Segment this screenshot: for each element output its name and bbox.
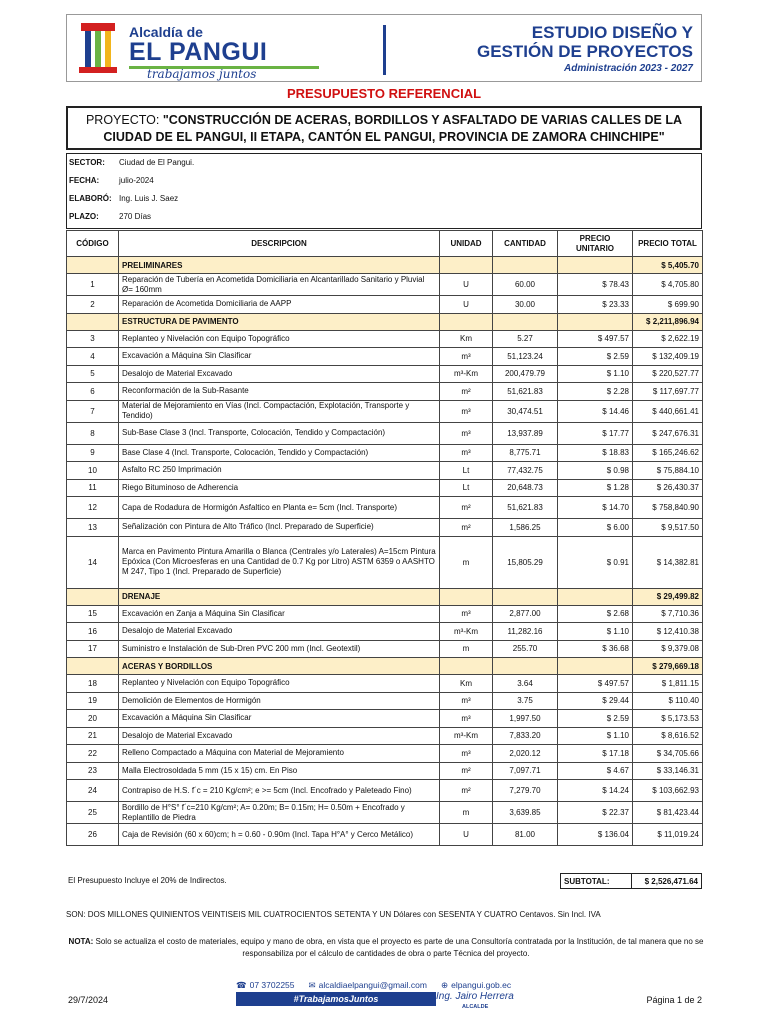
section-pu-cell [558,588,633,605]
info-value: julio-2024 [119,176,154,185]
table-row [67,745,703,763]
item-unit: m³ [440,348,493,366]
section-row [67,257,703,274]
item-unit: m² [440,497,493,519]
item-unit-price: $ 1.10 [558,623,633,641]
subtotal-label: SUBTOTAL: [560,873,632,889]
section-code-cell [67,257,119,274]
item-unit-price: $ 4.67 [558,762,633,780]
item-quantity: 3.64 [493,675,558,693]
item-unit: m³-Km [440,623,493,641]
section-qty-cell [493,658,558,675]
table-row [67,605,703,623]
item-total-price: $ 75,884.10 [633,462,703,480]
item-unit-price: $ 78.43 [558,274,633,296]
item-code: 13 [67,519,119,537]
section-code-cell [67,588,119,605]
item-description: Base Clase 4 (Incl. Transporte, Colocación, Tendido y Compactación) [119,444,440,462]
item-total-price: $ 110.40 [633,692,703,710]
item-quantity: 51,123.24 [493,348,558,366]
info-value: Ing. Luis J. Saez [119,194,179,203]
info-key: SECTOR: [69,158,105,167]
item-unit: m³ [440,710,493,728]
table-row [67,348,703,366]
info-key: PLAZO: [69,212,99,221]
department-title [477,23,693,61]
item-unit: U [440,296,493,314]
item-code: 1 [67,274,119,296]
item-unit-price: $ 17.18 [558,745,633,763]
item-code: 12 [67,497,119,519]
table-row [67,479,703,497]
item-total-price: $ 247,676.31 [633,422,703,444]
item-total-price: $ 11,019.24 [633,824,703,846]
item-code: 7 [67,400,119,422]
item-quantity: 81.00 [493,824,558,846]
item-quantity: 15,805.29 [493,536,558,588]
item-unit-price: $ 2.28 [558,383,633,401]
item-unit: m³ [440,745,493,763]
section-total: $ 2,211,896.94 [633,313,703,330]
item-description: Bordillo de H°S° f´c=210 Kg/cm²; A= 0.20m; B= 0.15m; H= 0.50m + Encofrado y Replantillo de Piedra [119,802,440,824]
item-quantity: 77,432.75 [493,462,558,480]
item-total-price: $ 2,622.19 [633,330,703,348]
item-total-price: $ 34,705.66 [633,745,703,763]
table-row [67,727,703,745]
item-total-price: $ 1,811.15 [633,675,703,693]
section-total: $ 29,499.82 [633,588,703,605]
item-code: 10 [67,462,119,480]
item-code: 24 [67,780,119,802]
item-total-price: $ 9,517.50 [633,519,703,537]
info-value: Ciudad de El Pangui. [119,158,195,167]
item-description: Reconformación de la Sub-Rasante [119,383,440,401]
phone-icon: ☎ [236,979,247,990]
item-unit-price: $ 2.59 [558,348,633,366]
item-total-price: $ 699.90 [633,296,703,314]
logo-top-text: Alcaldía de [129,24,203,40]
item-total-price: $ 33,146.31 [633,762,703,780]
item-total-price: $ 117,697.77 [633,383,703,401]
contact-web [441,980,511,991]
email-icon: ✉ [308,979,316,990]
item-unit: m² [440,383,493,401]
item-total-price: $ 132,409.19 [633,348,703,366]
item-unit-price: $ 14.70 [558,497,633,519]
item-quantity: 7,279.70 [493,780,558,802]
item-description: Suministro e Instalación de Sub-Dren PVC 200 mm (Incl. Geotextil) [119,640,440,658]
info-value: 270 Días [119,212,152,221]
section-pu-cell [558,658,633,675]
contact-email [309,980,427,991]
item-unit-price: $ 497.57 [558,675,633,693]
item-description: Caja de Revisión (60 x 60)cm; h = 0.60 - 0.90m (Incl. Tapa H°A° y Cerco Metálico) [119,824,440,846]
item-code: 19 [67,692,119,710]
section-pu-cell [558,257,633,274]
item-unit: U [440,274,493,296]
item-total-price: $ 220,527.77 [633,365,703,383]
item-quantity: 255.70 [493,640,558,658]
section-title: DRENAJE [119,588,440,605]
document-header [66,14,702,82]
table-row [67,519,703,537]
table-row [67,623,703,641]
item-code: 20 [67,710,119,728]
item-total-price: $ 81,423.44 [633,802,703,824]
item-description: Replanteo y Nivelación con Equipo Topográfico [119,675,440,693]
phone-text: 07 3702255 [249,979,295,990]
item-unit: m² [440,762,493,780]
header-unidad: UNIDAD [440,231,493,257]
section-unit-cell [440,257,493,274]
section-row [67,588,703,605]
item-unit: m [440,536,493,588]
item-unit: m³ [440,422,493,444]
header-divider [383,25,386,75]
item-total-price: $ 7,710.36 [633,605,703,623]
item-unit: m³ [440,400,493,422]
item-unit: Km [440,675,493,693]
item-unit: U [440,824,493,846]
table-row [67,365,703,383]
item-quantity: 60.00 [493,274,558,296]
table-row [67,296,703,314]
item-code: 23 [67,762,119,780]
table-row [67,802,703,824]
item-unit-price: $ 2.68 [558,605,633,623]
item-unit-price: $ 1.10 [558,365,633,383]
section-pu-cell [558,313,633,330]
item-description: Demolición de Elementos de Hormigón [119,692,440,710]
item-description: Reparación de Acometida Domiciliaria de AAPP [119,296,440,314]
note-text: Solo se actualiza el costo de materiales, equipo y mano de obra, en vista que el proyecto es parte de una Consultoría contratada por la Institución, de tal manera que no se responsabiliza por el cálculo de cantidades de obra o parte Técnica del proyecto. [95,937,704,958]
item-unit-price: $ 136.04 [558,824,633,846]
item-quantity: 8,775.71 [493,444,558,462]
item-code: 3 [67,330,119,348]
item-unit: m² [440,780,493,802]
item-code: 4 [67,348,119,366]
budget-table [66,230,703,846]
item-unit-price: $ 0.91 [558,536,633,588]
project-name: "CONSTRUCCIÓN DE ACERAS, BORDILLOS Y ASFALTADO DE VARIAS CALLES DE LA CIUDAD DE EL PANGUI, II ETAPA, CANTÓN EL PANGUI, PROVINCIA DE ZAMORA CHINCHIPE" [103,113,683,144]
item-total-price: $ 8,616.52 [633,727,703,745]
item-code: 25 [67,802,119,824]
section-total: $ 5,405.70 [633,257,703,274]
item-total-price: $ 165,246.62 [633,444,703,462]
section-code-cell [67,658,119,675]
item-unit: Km [440,330,493,348]
header-codigo: CÓDIGO [67,231,119,257]
table-row [67,497,703,519]
item-description: Desalojo de Material Excavado [119,727,440,745]
item-quantity: 51,621.83 [493,497,558,519]
item-unit-price: $ 0.98 [558,462,633,480]
item-unit-price: $ 1.10 [558,727,633,745]
section-title: ACERAS Y BORDILLOS [119,658,440,675]
item-unit-price: $ 22.37 [558,802,633,824]
item-quantity: 30,474.51 [493,400,558,422]
table-row [67,780,703,802]
project-label: PROYECTO: [85,113,160,127]
item-quantity: 200,479.79 [493,365,558,383]
contact-bar [236,978,566,992]
table-row [67,710,703,728]
table-row [67,640,703,658]
item-total-price: $ 440,661.41 [633,400,703,422]
item-code: 17 [67,640,119,658]
item-code: 9 [67,444,119,462]
item-total-price: $ 758,840.90 [633,497,703,519]
logo-main-text: EL PANGUI [129,38,268,66]
table-row [67,422,703,444]
section-total: $ 279,669.18 [633,658,703,675]
table-row [67,824,703,846]
item-quantity: 1,586.25 [493,519,558,537]
item-unit: Lt [440,479,493,497]
item-unit: m³-Km [440,365,493,383]
mayor-name: Ing. Jairo Herrera [436,991,514,1002]
section-code-cell [67,313,119,330]
item-description: Material de Mejoramiento en Vías (Incl. Compactación, Explotación, Transporte y Tendido) [119,400,440,422]
email-text: alcaldiaelpangui@gmail.com [318,979,427,990]
project-box [66,106,702,150]
section-unit-cell [440,588,493,605]
item-unit: m² [440,519,493,537]
item-code: 18 [67,675,119,693]
item-quantity: 7,833.20 [493,727,558,745]
item-description: Desalojo de Material Excavado [119,365,440,383]
header-descripcion: DESCRIPCION [119,231,440,257]
item-unit-price: $ 1.28 [558,479,633,497]
web-icon: ⊕ [440,979,449,990]
header-cantidad: CANTIDAD [493,231,558,257]
item-description: Excavación a Máquina Sin Clasificar [119,710,440,728]
section-qty-cell [493,313,558,330]
subtotal-row [66,873,702,889]
item-unit-price: $ 17.77 [558,422,633,444]
item-description: Replanteo y Nivelación con Equipo Topográfico [119,330,440,348]
section-title: PRELIMINARES [119,257,440,274]
item-quantity: 1,997.50 [493,710,558,728]
table-row [67,762,703,780]
item-quantity: 5.27 [493,330,558,348]
info-key: FECHA: [69,176,100,185]
item-description: Excavación en Zanja a Máquina Sin Clasificar [119,605,440,623]
item-quantity: 2,020.12 [493,745,558,763]
item-unit: m [440,802,493,824]
item-total-price: $ 12,410.38 [633,623,703,641]
section-row [67,313,703,330]
page-number: Página 1 de 2 [646,995,702,1005]
note-label: NOTA: [68,937,94,946]
item-code: 5 [67,365,119,383]
item-total-price: $ 26,430.37 [633,479,703,497]
item-description: Relleno Compactado a Máquina con Material de Mejoramiento [119,745,440,763]
municipality-emblem-icon [77,21,119,77]
header-precio-unitario: PRECIO UNITARIO [558,231,633,257]
item-unit-price: $ 14.46 [558,400,633,422]
item-code: 2 [67,296,119,314]
item-description: Marca en Pavimento Pintura Amarilla o Blanca (Centrales y/o Laterales) A=15cm Pintura Epóxica (Con Microesferas en una Cantidad de 0.7 Kg por Litro) ASTM 6359 o AASHTO M 247, Tipo 1 (Incl. Preparado de Superficie) [119,536,440,588]
web-text: elpangui.gob.ec [451,979,512,990]
item-quantity: 2,877.00 [493,605,558,623]
item-code: 11 [67,479,119,497]
item-quantity: 30.00 [493,296,558,314]
item-unit-price: $ 6.00 [558,519,633,537]
logo-tagline: trabajamos juntos [147,67,257,81]
item-description: Sub-Base Clase 3 (Incl. Transporte, Colocación, Tendido y Compactación) [119,422,440,444]
hashtag-banner: #TrabajamosJuntos [236,992,436,1006]
item-quantity: 11,282.16 [493,623,558,641]
table-row [67,462,703,480]
department-title-line2: GESTIÓN DE PROYECTOS [476,42,693,61]
item-unit-price: $ 18.83 [558,444,633,462]
item-code: 14 [67,536,119,588]
table-row [67,692,703,710]
item-description: Señalización con Pintura de Alto Tráfico (Incl. Preparado de Superficie) [119,519,440,537]
item-total-price: $ 5,173.53 [633,710,703,728]
item-unit: m [440,640,493,658]
administration-period: Administración 2023 - 2027 [564,63,693,74]
item-quantity: 7,097.71 [493,762,558,780]
section-qty-cell [493,257,558,274]
item-unit-price: $ 29.44 [558,692,633,710]
indirects-note: El Presupuesto Incluye el 20% de Indirectos. [68,876,227,885]
project-info [66,153,702,229]
item-quantity: 3,639.85 [493,802,558,824]
item-description: Malla Electrosoldada 5 mm (15 x 15) cm. En Piso [119,762,440,780]
item-unit: Lt [440,462,493,480]
item-description: Reparación de Tubería en Acometida Domiciliaria en Alcantarillado Sanitario y Pluvial Ø= 160mm [119,274,440,296]
print-date: 29/7/2024 [68,995,109,1005]
item-unit: m³ [440,444,493,462]
amount-in-words: SON: DOS MILLONES QUINIENTOS VEINTISEIS MIL CUATROCIENTOS SETENTA Y UN Dólares con SESENTA Y CUATRO Centavos. Sin Incl. IVA [66,910,601,919]
table-row [67,400,703,422]
item-code: 8 [67,422,119,444]
item-description: Contrapiso de H.S. f´c = 210 Kg/cm²; e >= 5cm (Incl. Encofrado y Paleteado Fino) [119,780,440,802]
department-title-line1: ESTUDIO DISEÑO Y [531,23,693,42]
table-header-row [67,231,703,257]
item-unit-price: $ 497.57 [558,330,633,348]
document-title: PRESUPUESTO REFERENCIAL [286,86,482,101]
section-unit-cell [440,658,493,675]
item-quantity: 13,937.89 [493,422,558,444]
budget-body [67,257,703,846]
table-row [67,536,703,588]
item-unit: m³ [440,692,493,710]
item-description: Capa de Rodadura de Hormigón Asfaltico en Planta e= 5cm (Incl. Transporte) [119,497,440,519]
item-code: 26 [67,824,119,846]
table-row [67,383,703,401]
item-total-price: $ 9,379.08 [633,640,703,658]
subtotal-value: $ 2,526,471.64 [631,873,702,889]
item-quantity: 51,621.83 [493,383,558,401]
note [66,936,706,960]
item-quantity: 20,648.73 [493,479,558,497]
item-total-price: $ 103,662.93 [633,780,703,802]
item-description: Riego Bituminoso de Adherencia [119,479,440,497]
item-code: 15 [67,605,119,623]
item-total-price: $ 4,705.80 [633,274,703,296]
section-qty-cell [493,588,558,605]
item-unit: m³-Km [440,727,493,745]
item-code: 6 [67,383,119,401]
section-unit-cell [440,313,493,330]
table-row [67,330,703,348]
item-unit: m³ [440,605,493,623]
item-code: 21 [67,727,119,745]
section-title: ESTRUCTURA DE PAVIMENTO [119,313,440,330]
item-quantity: 3.75 [493,692,558,710]
table-row [67,274,703,296]
contact-phone [236,980,295,991]
section-row [67,658,703,675]
item-unit-price: $ 2.59 [558,710,633,728]
info-key: ELABORÓ: [69,194,112,203]
item-unit-price: $ 14.24 [558,780,633,802]
mayor-title: ALCALDE [462,1004,489,1010]
item-description: Desalojo de Material Excavado [119,623,440,641]
item-total-price: $ 14,382.81 [633,536,703,588]
table-row [67,444,703,462]
table-row [67,675,703,693]
item-unit-price: $ 36.68 [558,640,633,658]
header-precio-total: PRECIO TOTAL [633,231,703,257]
item-code: 22 [67,745,119,763]
item-description: Excavación a Máquina Sin Clasificar [119,348,440,366]
item-unit-price: $ 23.33 [558,296,633,314]
item-code: 16 [67,623,119,641]
item-description: Asfalto RC 250 Imprimación [119,462,440,480]
